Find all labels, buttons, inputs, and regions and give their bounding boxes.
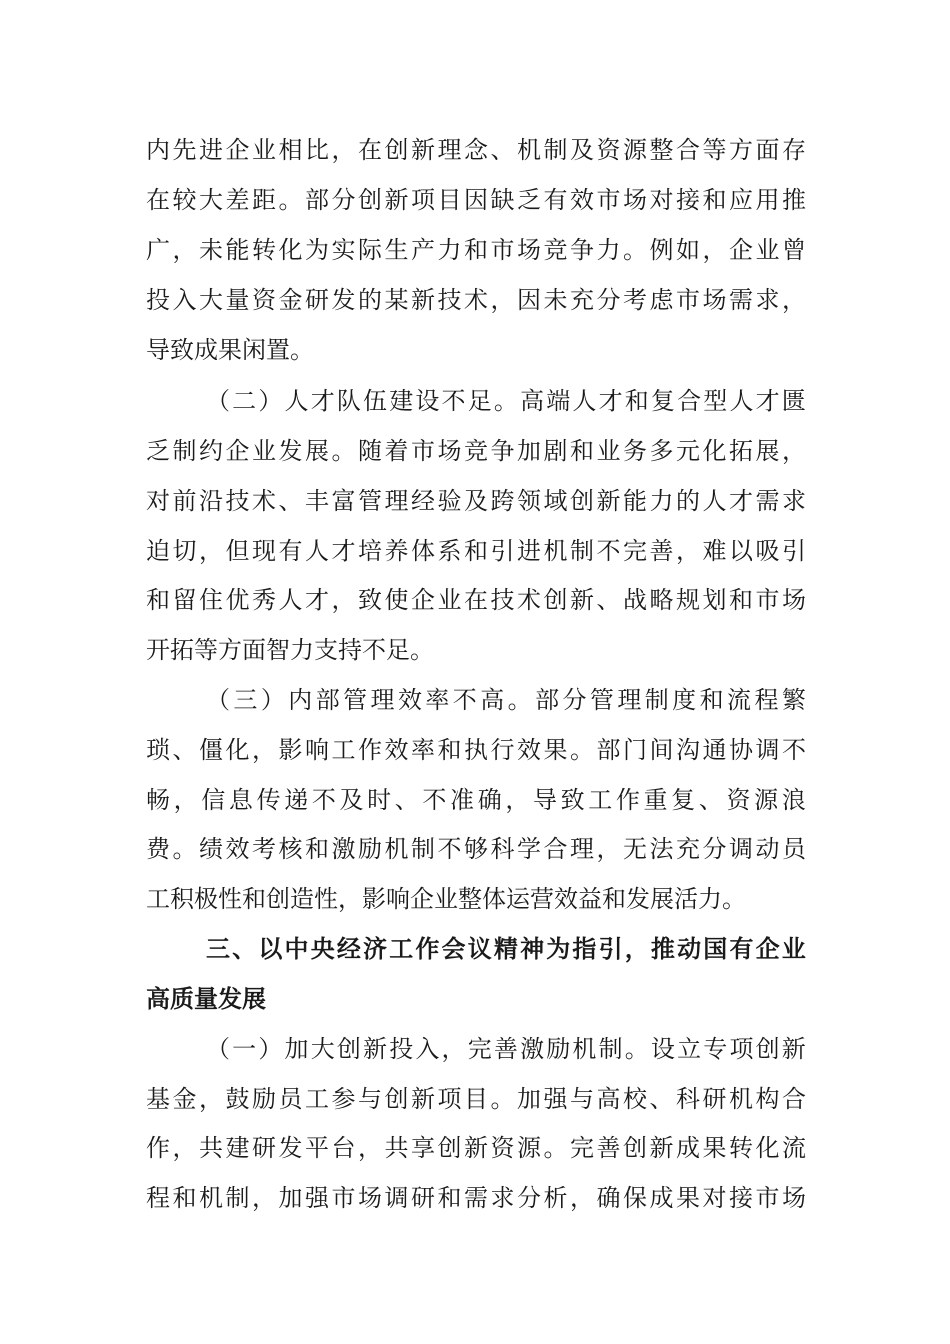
text-line: 基 金 ， 鼓 励 员 工 参 与 创 新 项 目 。 加 强 与 高 校 、 科 研 机 构 合	[146, 1085, 806, 1113]
section-heading: 三 、 以 中 央 经 济 工 作 会 议 精 神 为 指 引 ， 推 动 国 有 企 业	[206, 935, 806, 963]
paragraph-start-line: （ 三 ） 内 部 管 理 效 率 不 高 。 部 分 管 理 制 度 和 流 程 繁	[206, 686, 806, 714]
text-line: 广 ， 未 能 转 化 为 实 际 生 产 力 和 市 场 竞 争 力 。 例 如 ， 企 业 曾	[146, 236, 806, 264]
text-line: 和 留 住 优 秀 人 才 ， 致 使 企 业 在 技 术 创 新 、 战 略 规 划 和 市 场	[146, 586, 806, 614]
text-line: 迫 切 ， 但 现 有 人 才 培 养 体 系 和 引 进 机 制 不 完 善 ， 难 以 吸 引	[146, 537, 806, 565]
text-line: 导致成果闲置。	[146, 336, 314, 364]
text-line: 工积极性和创造性，影响企业整体运营效益和发展活力。	[146, 885, 746, 913]
paragraph-start-line: （ 二 ） 人 才 队 伍 建 设 不 足 。 高 端 人 才 和 复 合 型 人 才 匮	[206, 387, 806, 415]
text-line: 乏 制 约 企 业 发 展 。 随 着 市 场 竞 争 加 剧 和 业 务 多 元 化 拓 展 ，	[146, 437, 806, 465]
text-line: 在 较 大 差 距 。 部 分 创 新 项 目 因 缺 乏 有 效 市 场 对 接 和 应 用 推	[146, 186, 806, 214]
text-line: 程 和 机 制 ， 加 强 市 场 调 研 和 需 求 分 析 ， 确 保 成 果 对 接 市 场	[146, 1184, 806, 1212]
text-line: 对 前 沿 技 术 、 丰 富 管 理 经 验 及 跨 领 域 创 新 能 力 的 人 才 需 求	[146, 487, 806, 515]
paragraph-start-line: （ 一 ） 加 大 创 新 投 入 ， 完 善 激 励 机 制 。 设 立 专 项 创 新	[206, 1035, 806, 1063]
text-line: 开拓等方面智力支持不足。	[146, 636, 434, 664]
section-heading-continued: 高质量发展	[146, 985, 266, 1013]
text-line: 费 。 绩 效 考 核 和 激 励 机 制 不 够 科 学 合 理 ， 无 法 充 分 调 动 员	[146, 835, 806, 863]
text-line: 畅 ， 信 息 传 递 不 及 时 、 不 准 确 ， 导 致 工 作 重 复 、 资 源 浪	[146, 786, 806, 814]
text-line: 作 ， 共 建 研 发 平 台 ， 共 享 创 新 资 源 。 完 善 创 新 成 果 转 化 流	[146, 1134, 806, 1162]
text-line: 琐 、 僵 化 ， 影 响 工 作 效 率 和 执 行 效 果 。 部 门 间 沟 通 协 调 不	[146, 736, 806, 764]
text-line: 内 先 进 企 业 相 比 ， 在 创 新 理 念 、 机 制 及 资 源 整 合 等 方 面 存	[146, 136, 806, 164]
text-line: 投 入 大 量 资 金 研 发 的 某 新 技 术 ， 因 未 充 分 考 虑 市 场 需 求 ，	[146, 286, 806, 314]
